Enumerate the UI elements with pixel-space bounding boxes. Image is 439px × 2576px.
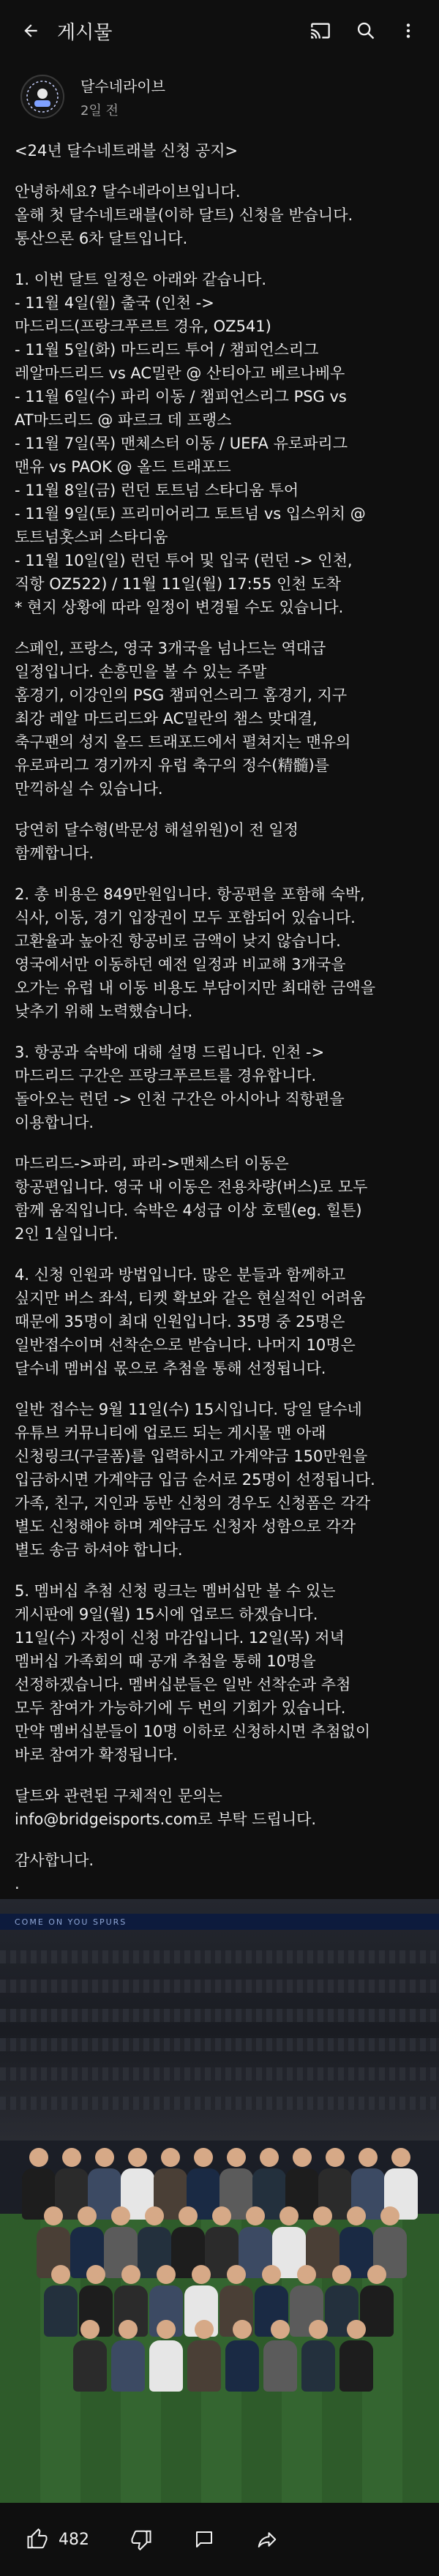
post-line: 안녕하세요? 달수네라이브입니다. — [15, 183, 241, 201]
comment-icon — [193, 2528, 215, 2550]
post-line: info@bridgeisports.com로 부탁 드립니다. — [15, 1811, 317, 1828]
like-count: 482 — [59, 2530, 89, 2549]
action-bar — [0, 2503, 439, 2576]
post-line: 맨유 vs PAOK @ 올드 트래포드 — [15, 458, 231, 476]
post-line: 통산으론 6차 달트입니다. — [15, 230, 188, 247]
post-line: 싶지만 버스 좌석, 티켓 확보와 같은 현실적인 어려움 — [15, 1289, 366, 1307]
post-line: 일반 접수는 9월 11일(수) 15시입니다. 당일 달수네 — [15, 1401, 362, 1418]
post-line: 식사, 이동, 경기 입장권이 모두 포함되어 있습니다. — [15, 909, 356, 926]
paragraph-gap — [15, 1767, 428, 1784]
channel-avatar[interactable] — [20, 75, 64, 119]
post-line: - 11월 7일(목) 맨체스터 이동 / UEFA 유로파리그 — [15, 435, 348, 452]
post-line: 바로 참여가 확정됩니다. — [15, 1746, 178, 1764]
post-line: 신청링크(구글폼)를 입력하시고 가계약금 150만원을 — [15, 1448, 368, 1465]
share-icon — [256, 2528, 278, 2550]
post-line: 입금하시면 가계약금 입금 순서로 25명이 선정됩니다. — [15, 1471, 375, 1489]
person-figure — [187, 2320, 221, 2392]
more-vert-icon[interactable] — [392, 15, 424, 47]
post-line: 고환율과 높아진 항공비로 금액이 낮지 않습니다. — [15, 932, 341, 950]
post-line: <24년 달수네트래블 신청 공지> — [15, 142, 239, 160]
post-line: 토트넘홋스퍼 스타디움 — [15, 528, 168, 546]
cast-icon[interactable] — [304, 15, 337, 47]
post-line: 마드리드 구간은 프랑크푸르트를 경유합니다. — [15, 1067, 317, 1085]
post-line: 항공편입니다. 영국 내 이동은 전용차량(버스)로 모두 — [15, 1178, 368, 1196]
post-line: 선정하겠습니다. 멤버십분들은 일반 선착순과 추첨 — [15, 1676, 351, 1693]
like-button[interactable] — [26, 2522, 89, 2557]
post-line: 모두 참여가 가능하기에 두 번의 기회가 있습니다. — [15, 1699, 346, 1717]
top-bar — [0, 0, 439, 61]
post-line: 멤버십 가족회의 때 공개 추첨을 통해 10명을 — [15, 1652, 316, 1670]
person-figure — [301, 2320, 335, 2392]
stadium-banner — [0, 1914, 439, 1930]
post-line: - 11월 6일(수) 파리 이동 / 챔피언스리그 PSG vs — [15, 388, 347, 405]
post-line: 올해 첫 달수네트래블(이하 달트) 신청을 받습니다. — [15, 206, 353, 224]
post-line: AT마드리드 @ 파르크 데 프랭스 — [15, 411, 232, 429]
post-line: . — [15, 1875, 20, 1892]
paragraph-gap — [15, 162, 428, 180]
stadium-stands — [0, 1899, 439, 2141]
post-line: 2인 1실입니다. — [15, 1225, 119, 1243]
post-line: 달수네 멤버십 몫으로 추첨을 통해 선정됩니다. — [15, 1360, 326, 1377]
search-icon[interactable] — [350, 15, 382, 47]
paragraph-gap — [15, 1831, 428, 1849]
post-line: 별도 신청해야 하며 계약금도 신청자 성함으로 각각 — [15, 1518, 356, 1535]
channel-logo-icon — [22, 76, 63, 117]
post-line: 레알마드리드 vs AC밀란 @ 산티아고 베르나베우 — [15, 364, 345, 382]
post-line: 함께합니다. — [15, 845, 94, 862]
post-line: 가족, 친구, 지인과 동반 신청의 경우도 신청폼은 각각 — [15, 1494, 371, 1512]
post-line: 11일(수) 자정이 신청 마감입니다. 12일(목) 저녁 — [15, 1629, 345, 1647]
person-figure — [149, 2320, 183, 2392]
thumb-down-icon — [130, 2528, 152, 2550]
post-line: 만끽하실 수 있습니다. — [15, 780, 163, 798]
post-author — [0, 70, 439, 123]
group-photo-icon — [15, 2148, 424, 2389]
banner-text: COME ON YOU SPURS — [15, 1917, 127, 1927]
post-line: - 11월 9일(토) 프리미어리그 토트넘 vs 입스위치 @ — [15, 505, 366, 523]
thumb-up-icon — [26, 2528, 48, 2550]
post-line: 스페인, 프랑스, 영국 3개국을 넘나드는 역대급 — [15, 640, 326, 657]
post-line: 1. 이번 달트 일정은 아래와 같습니다. — [15, 271, 267, 288]
post-line: - 11월 10일(일) 런던 투어 및 입국 (런던 -> 인천, — [15, 552, 353, 569]
paragraph-gap — [15, 1134, 428, 1152]
post-image[interactable] — [0, 1899, 439, 2503]
paragraph-gap — [15, 1380, 428, 1398]
person-figure — [225, 2320, 259, 2392]
post-line: 게시판에 9일(월) 15시에 업로드 하겠습니다. — [15, 1606, 318, 1623]
post-line: 축구팬의 성지 올드 트래포드에서 펼쳐지는 맨유의 — [15, 733, 351, 751]
post-line: 5. 멤버십 추첨 신청 링크는 멤버십만 볼 수 있는 — [15, 1582, 336, 1600]
post-line: 홈경기, 이강인의 PSG 챔피언스리그 홈경기, 지구 — [15, 686, 348, 704]
post-line: 최강 레알 마드리드와 AC밀란의 챔스 맞대결, — [15, 710, 318, 727]
post-line: 마드리드(프랑크푸르트 경유, OZ541) — [15, 318, 271, 335]
post-line: - 11월 4일(월) 출국 (인천 -> — [15, 294, 214, 312]
post-line: 유튜브 커뮤니티에 업로드 되는 게시물 맨 아래 — [15, 1424, 326, 1442]
post-line: - 11월 5일(화) 마드리드 투어 / 챔피언스리그 — [15, 341, 319, 359]
paragraph-gap — [15, 801, 428, 818]
page-title: 게시물 — [57, 21, 113, 44]
post-line: 일반접수이며 선착순으로 받습니다. 나머지 10명은 — [15, 1336, 356, 1354]
channel-name[interactable]: 달수네라이브 — [80, 77, 165, 95]
person-figure — [339, 2320, 373, 2392]
post-line: 달트와 관련된 구체적인 문의는 — [15, 1787, 222, 1805]
post-line: 직항 OZ522) / 11월 11일(월) 17:55 인천 도착 — [15, 575, 341, 593]
post-line: 영국에서만 이동하던 예전 일정과 비교해 3개국을 — [15, 956, 346, 973]
post-line: 이용합니다. — [15, 1114, 94, 1131]
post-line: 만약 멤버십분들이 10명 이하로 신청하시면 추첨없이 — [15, 1723, 371, 1740]
paragraph-gap — [15, 1246, 428, 1263]
back-arrow-icon[interactable] — [15, 15, 47, 47]
post-line: 함께 움직입니다. 숙박은 4성급 이상 호텔(eg. 힐튼) — [15, 1202, 362, 1219]
post-line: 때문에 35명이 최대 인원입니다. 35명 중 25명은 — [15, 1313, 345, 1330]
post-line: 낮추기 위해 노력했습니다. — [15, 1003, 193, 1020]
share-button[interactable] — [256, 2522, 278, 2557]
post-line: 일정입니다. 손흥민을 볼 수 있는 주말 — [15, 663, 267, 681]
paragraph-gap — [15, 1562, 428, 1579]
paragraph-gap — [15, 1023, 428, 1041]
post-line: 돌아오는 런던 -> 인천 구간은 아시아나 직항편을 — [15, 1090, 345, 1108]
paragraph-gap — [15, 619, 428, 637]
person-figure — [263, 2320, 297, 2392]
post-line: 오가는 유럽 내 이동 비용도 부담이지만 최대한 금액을 — [15, 979, 376, 997]
post-time: 2일 전 — [80, 102, 119, 119]
post-line: 4. 신청 인원과 방법입니다. 많은 분들과 함께하고 — [15, 1266, 346, 1284]
post-line: 2. 총 비용은 849만원입니다. 항공편을 포함해 숙박, — [15, 886, 365, 903]
post-line: - 11월 8일(금) 런던 토트넘 스타디움 투어 — [15, 482, 299, 499]
post-line: 별도 송금 하셔야 합니다. — [15, 1541, 183, 1559]
person-figure — [73, 2320, 107, 2392]
post-body — [15, 139, 428, 1895]
post-line: 3. 항공과 숙박에 대해 설명 드립니다. 인천 -> — [15, 1044, 325, 1061]
post-line: 감사합니다. — [15, 1852, 94, 1869]
dislike-button[interactable] — [130, 2522, 152, 2557]
post-line: 유로파리그 경기까지 유럽 축구의 정수(精髓)를 — [15, 757, 329, 774]
paragraph-gap — [15, 250, 428, 268]
comment-button[interactable] — [193, 2522, 215, 2557]
post-line: 마드리드->파리, 파리->맨체스터 이동은 — [15, 1155, 289, 1172]
post-line: 당연히 달수형(박문성 해설위원)이 전 일정 — [15, 821, 299, 839]
post-line: * 현지 상황에 따라 일정이 변경될 수도 있습니다. — [15, 599, 344, 616]
paragraph-gap — [15, 865, 428, 883]
person-figure — [111, 2320, 145, 2392]
